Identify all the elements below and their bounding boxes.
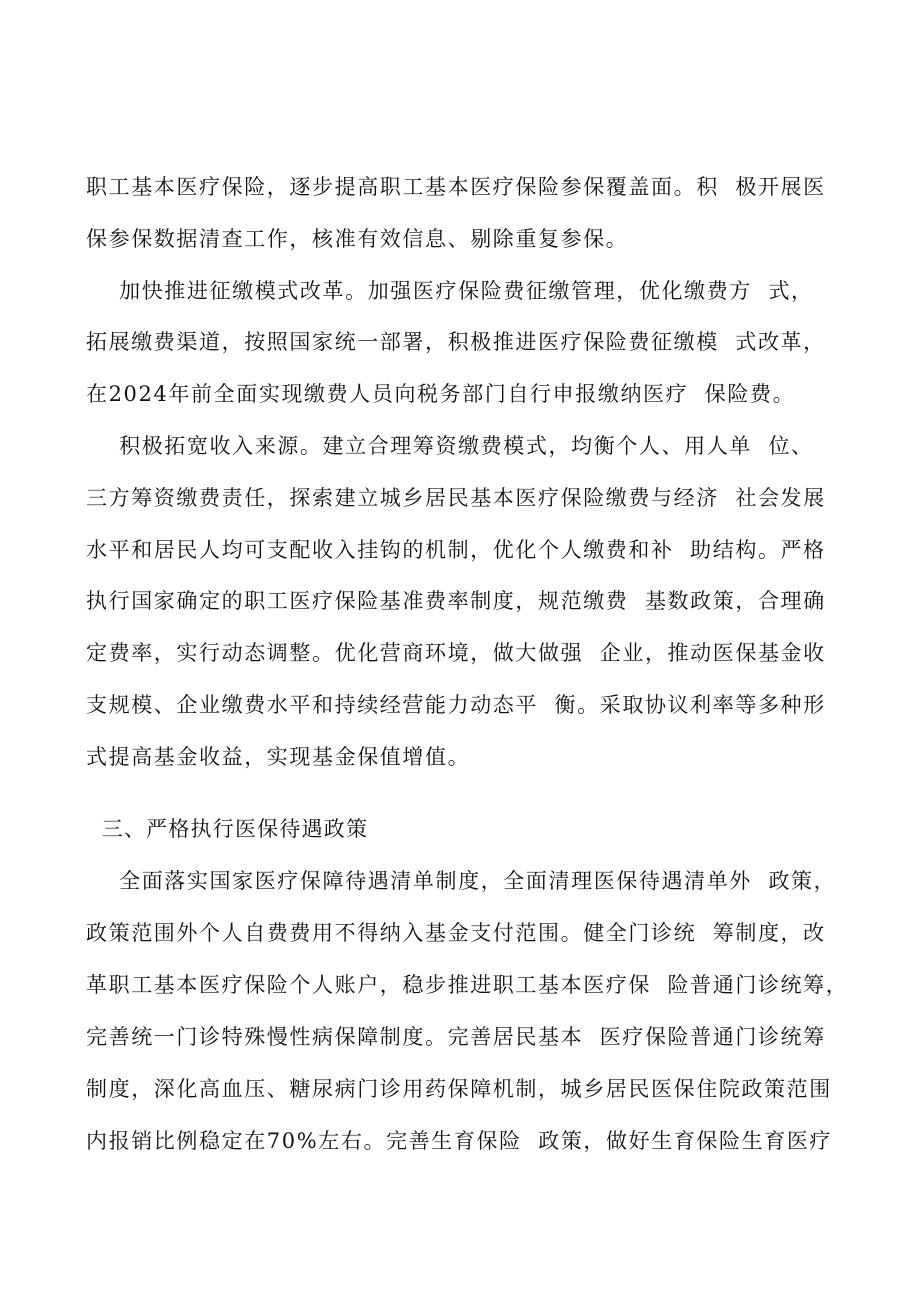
- paragraph-text-line: 积极拓宽收入来源。建立合理筹资缴费模式，均衡个人、用人单 位、: [86, 434, 814, 458]
- section-heading: 三、严格执行医保待遇政策: [86, 817, 369, 841]
- body-text-line: 式提高基金收益，实现基金保值增值。: [86, 745, 471, 769]
- paragraph-text-line: 全面落实国家医疗保障待遇清单制度，全面清理医保待遇清单外 政策，: [86, 869, 837, 893]
- body-text-line: 内报销比例稳定在70%左右。完善生育保险 政策，做好生育保险生育医疗: [86, 1129, 833, 1153]
- body-text-line: 执行国家确定的职工医疗保险基准费率制度，规范缴费 基数政策，合理确: [86, 589, 826, 613]
- body-text-line: 定费率，实行动态调整。优化营商环境，做大做强 企业，推动医保基金收: [86, 641, 826, 665]
- body-text-line: 职工基本医疗保险，逐步提高职工基本医疗保险参保覆盖面。积 极开展医: [86, 175, 826, 199]
- body-text-line: 完善统一门诊特殊慢性病保障制度。完善居民基本 医疗保险普通门诊统筹: [86, 1025, 826, 1049]
- body-text-line: 在2024年前全面实现缴费人员向税务部门自行申报缴纳医疗 保险费。: [86, 382, 796, 406]
- body-text-line: 支规模、企业缴费水平和持续经营能力动态平 衡。采取协议利率等多种形: [86, 693, 826, 717]
- body-text-line: 三方筹资缴费责任，探索建立城乡居民基本医疗保险缴费与经济 社会发展: [86, 486, 826, 510]
- body-text-line: 革职工基本医疗保险个人账户，稳步推进职工基本医疗保 险普通门诊统筹，: [86, 973, 849, 997]
- paragraph-text-line: 加快推进征缴模式改革。加强医疗保险费征缴管理，优化缴费方 式，: [86, 279, 814, 303]
- body-text-line: 拓展缴费渠道，按照国家统一部署，积极推进医疗保险费征缴模 式改革，: [86, 330, 826, 354]
- body-text-line: 保参保数据清查工作，核准有效信息、剔除重复参保。: [86, 227, 629, 251]
- body-text-line: 制度，深化高血压、糖尿病门诊用药保障机制，城乡居民医保住院政策范围: [86, 1077, 832, 1101]
- body-text-line: 水平和居民人均可支配收入挂钩的机制，优化个人缴费和补 助结构。严格: [86, 538, 826, 562]
- body-text-line: 政策范围外个人自费费用不得纳入基金支付范围。健全门诊统 筹制度，改: [86, 921, 826, 945]
